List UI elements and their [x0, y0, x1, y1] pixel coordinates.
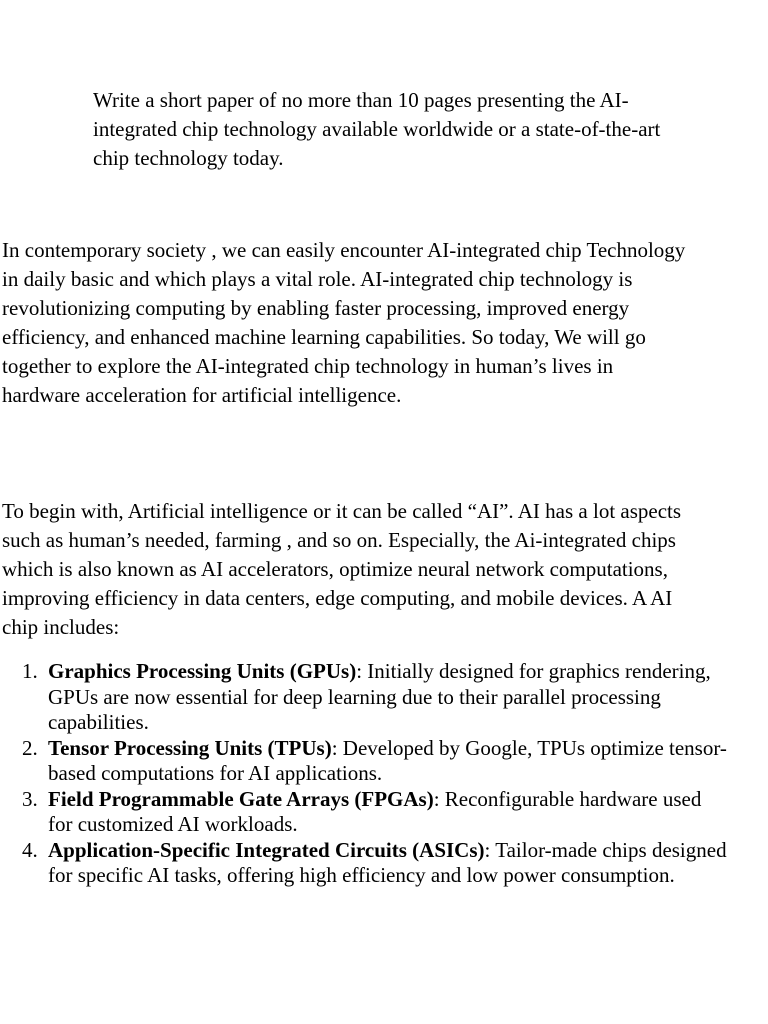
list-item [48, 659, 728, 736]
chip-types-list [0, 659, 728, 889]
intro-paragraph: In contemporary society , we can easily encounter AI-integrated chip Technology in daily basic and which plays a vital role. AI-integrated chip technology is revolutionizing computing by enabling faster processing, improved energy efficiency, and enhanced machine learning capabilities. So today, We will go together to explore the AI-integrated chip technology in human’s lives in hardware acceleration for artificial intelligence. [2, 238, 686, 407]
list-item-term: Graphics Processing Units (GPUs) [48, 659, 357, 683]
list-item [48, 838, 728, 889]
list-item [48, 787, 728, 838]
list-item-description: : Developed by Google, TPUs optimize tensor-based computations for AI applications. [48, 735, 727, 785]
list-item [48, 736, 728, 787]
list-item-term: Tensor Processing Units (TPUs) [48, 735, 332, 760]
assignment-prompt: Write a short paper of no more than 10 pages presenting the AI-integrated chip technology available worldwide or a state-of-the-art chip technology today. [93, 88, 661, 170]
list-item-term: Field Programmable Gate Arrays (FPGAs) [48, 786, 434, 811]
list-item-description: : Tailor-made chips designed for specific AI tasks, offering high efficiency and low power consumption. [48, 837, 727, 887]
list-item-description: : Reconfigurable hardware used for customized AI workloads. [48, 786, 702, 836]
begin-paragraph: To begin with, Artificial intelligence or it can be called “AI”. AI has a lot aspects such as human’s needed, farming , and so on. Especially, the Ai-integrated chips which is also known as AI accelerators, optimize neural network computations, improving efficiency in data centers, edge computing, and mobile devices. A AI chip includes: [2, 499, 682, 639]
list-item-term: Application-Specific Integrated Circuits (ASICs) [48, 837, 485, 862]
list-item-description: : Initially designed for graphics rendering, GPUs are now essential for deep learning due to their parallel processing capabilities. [48, 659, 711, 734]
